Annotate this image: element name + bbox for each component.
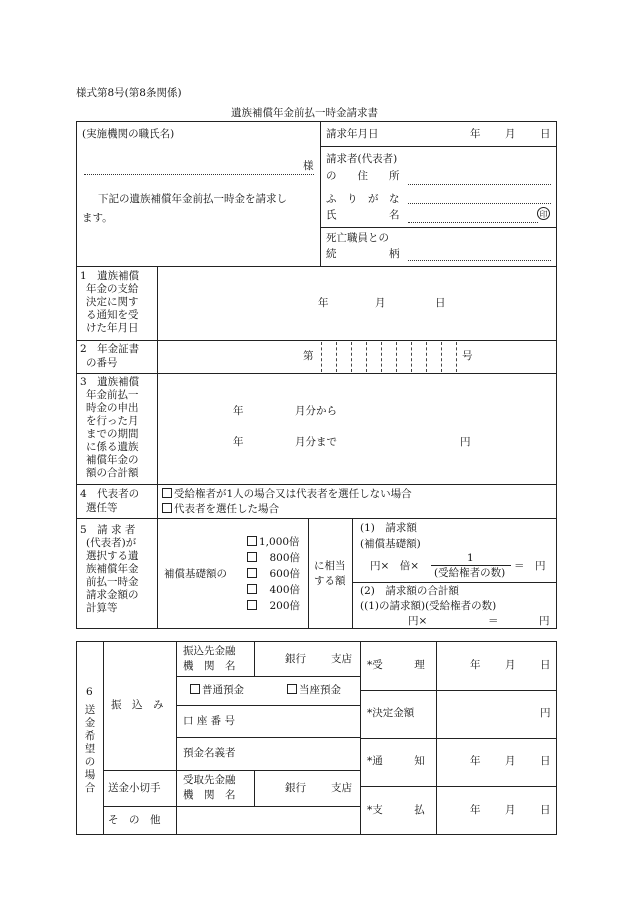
divider <box>320 146 557 147</box>
official-label: (実施機関の職氏名) <box>82 128 175 140</box>
digit-separator <box>351 342 352 372</box>
calc1-denominator: (受給権者の数) <box>434 567 506 579</box>
row2-label-1: 2 年金証書 <box>80 343 140 355</box>
checkbox[interactable] <box>247 584 257 594</box>
recv-branch-suffix: 支店 <box>331 782 352 794</box>
juri-year: 年 <box>470 659 481 671</box>
divider <box>103 770 360 771</box>
calc1-equals: ＝ 円 <box>514 560 546 572</box>
row2-label-2: の番号 <box>86 357 118 369</box>
digit-separator <box>381 342 382 372</box>
toza-option[interactable]: 当座預金 <box>287 684 341 697</box>
fraction-bar <box>431 565 511 566</box>
divider <box>76 266 557 267</box>
shiharai-month: 月 <box>505 804 516 816</box>
row3-to-year: 年 <box>233 436 244 448</box>
bank-suffix: 銀行 <box>285 653 306 665</box>
calc2-equals: ＝ <box>488 615 499 627</box>
shiharai-label: *支 払 <box>367 804 425 816</box>
request-text-2: ます。 <box>82 212 113 224</box>
row1-month: 月 <box>375 297 386 309</box>
bank-label-1: 振込先金融 <box>183 645 236 657</box>
multiplier-600[interactable]: 600倍 <box>247 568 300 581</box>
seal-mark: 印 <box>537 207 550 220</box>
vertical-char: 金 <box>84 717 96 729</box>
recv-bank-label-1: 受取先金融 <box>183 774 236 786</box>
row3-to-month: 月分まで <box>295 436 337 448</box>
divider <box>157 266 158 629</box>
official-name-line[interactable] <box>84 174 314 175</box>
shiharai-year: 年 <box>470 804 481 816</box>
vertical-char: の <box>84 756 96 768</box>
digit-separator <box>321 342 322 372</box>
digit-separator <box>336 342 337 372</box>
checkbox[interactable] <box>287 684 297 694</box>
name-label: 氏 名 <box>326 209 400 221</box>
juri-label: *受 理 <box>367 659 425 671</box>
divider <box>254 641 255 676</box>
date-day: 日 <box>540 128 551 140</box>
row5-base-label: 補償基礎額の <box>164 568 227 580</box>
vertical-char: 場 <box>84 769 96 781</box>
divider <box>320 121 321 266</box>
kettei-label: *決定金額 <box>367 707 415 719</box>
date-month: 月 <box>505 128 516 140</box>
furigana-line[interactable] <box>408 203 551 204</box>
tsuchi-label: *通 知 <box>367 755 425 767</box>
divider <box>352 582 557 583</box>
divider <box>176 705 360 706</box>
tsuchi-day: 日 <box>540 755 551 767</box>
bank-label-2: 機 関 名 <box>183 660 236 672</box>
account-number-label: 口 座 番 号 <box>183 715 236 727</box>
date-label: 請求年月日 <box>326 128 379 140</box>
multiplier-400[interactable]: 400倍 <box>247 584 300 597</box>
sonota-label: そ の 他 <box>108 814 161 826</box>
claimant-label-1: 請求者(代表者) <box>326 153 398 165</box>
row1-day: 日 <box>435 297 446 309</box>
juri-day: 日 <box>540 659 551 671</box>
date-year: 年 <box>470 128 481 140</box>
row4-option-single[interactable]: 受給権者が1人の場合又は代表者を選任しない場合 <box>162 488 412 501</box>
row3-from-month: 月分から <box>295 405 337 417</box>
multiplier-800[interactable]: 800倍 <box>247 552 300 565</box>
furigana-label: ふ り が な <box>326 193 400 205</box>
divider <box>254 770 255 806</box>
relation-label-1: 死亡職員との <box>326 232 389 244</box>
multiplier-200[interactable]: 200倍 <box>247 600 300 613</box>
calc2-formula: 円× <box>408 615 428 627</box>
row5-label: 5 請 求 者 (代表者)が 選択する遺 族補償年金 前払一時金 請求金額の 計算等 <box>80 524 139 614</box>
row3-from-year: 年 <box>233 405 244 417</box>
divider <box>360 690 557 691</box>
request-text-1: 下記の遺族補償年金前払一時金を請求し <box>98 193 287 205</box>
multiplier-1000[interactable]: 1,000倍 <box>247 536 300 549</box>
divider <box>176 737 360 738</box>
row5-equivalent-1: に相当 <box>314 560 346 572</box>
digit-separator <box>441 342 442 372</box>
divider <box>76 518 557 519</box>
name-line[interactable] <box>408 222 538 223</box>
checkbox[interactable] <box>247 552 257 562</box>
divider <box>176 676 360 677</box>
row3-yen: 円 <box>460 436 471 448</box>
divider <box>76 340 557 341</box>
holder-label: 預金名義者 <box>183 747 236 759</box>
vertical-char: 合 <box>84 782 96 794</box>
branch-suffix: 支店 <box>331 653 352 665</box>
divider <box>320 227 557 228</box>
calc1-formula: 円× 倍× <box>370 560 420 572</box>
divider <box>360 786 557 787</box>
section6-label <box>84 704 96 795</box>
checkbox[interactable] <box>162 503 172 513</box>
kogitte-label: 送金小切手 <box>108 782 161 794</box>
calc1-title: (1) 請求額 <box>360 522 417 534</box>
row4-label-2: 選任等 <box>86 502 118 514</box>
row5-equivalent-2: する額 <box>314 575 346 587</box>
tsuchi-month: 月 <box>505 755 516 767</box>
calc2-title: (2) 請求額の合計額 <box>360 585 459 597</box>
relation-line[interactable] <box>408 260 551 261</box>
vertical-char: 希 <box>84 730 96 742</box>
divider <box>308 518 309 629</box>
claimant-label-2: の 住 所 <box>326 170 400 182</box>
digit-separator <box>366 342 367 372</box>
calc1-sub: (補償基礎額) <box>360 538 421 550</box>
kettei-yen: 円 <box>540 707 551 719</box>
address-line[interactable] <box>408 184 551 185</box>
calc1-numerator: 1 <box>467 552 474 564</box>
row4-option-representative[interactable]: 代表者を選任した場合 <box>162 503 279 516</box>
relation-label-2: 続 柄 <box>326 248 400 260</box>
row2-go: 号 <box>462 350 473 362</box>
checkbox[interactable] <box>247 568 257 578</box>
row3-label: 3 遺族補償 年金前払一 時金の申出 を行った月 までの期間 に係る遺族 補償年金の 額の合計額 <box>80 376 140 479</box>
vertical-char: 送 <box>84 704 96 716</box>
checkbox[interactable] <box>247 536 257 546</box>
calc2-yen: 円 <box>539 615 550 627</box>
divider <box>76 484 557 485</box>
digit-separator <box>426 342 427 372</box>
divider <box>352 518 353 629</box>
divider <box>103 806 360 807</box>
tsuchi-year: 年 <box>470 755 481 767</box>
section6-number: 6 <box>86 686 93 698</box>
page-title: 遺族補償年金前払一時金請求書 <box>231 107 378 119</box>
futsu-option[interactable]: 普通預金 <box>190 684 244 697</box>
divider <box>76 373 557 374</box>
row2-dai: 第 <box>303 350 314 362</box>
row1-year: 年 <box>318 297 329 309</box>
juri-month: 月 <box>505 659 516 671</box>
vertical-char: 望 <box>84 743 96 755</box>
divider <box>360 738 557 739</box>
shiharai-day: 日 <box>540 804 551 816</box>
digit-separator <box>396 342 397 372</box>
form-number: 様式第8号(第8条関係) <box>76 87 182 99</box>
sama-label: 様 <box>303 160 314 172</box>
checkbox[interactable] <box>162 488 172 498</box>
row1-label: 1 遺族補償 年金の支給 決定に関す る通知を受 けた年月日 <box>80 270 140 334</box>
checkbox[interactable] <box>190 684 200 694</box>
digit-separator <box>456 342 457 372</box>
checkbox[interactable] <box>247 600 257 610</box>
recv-bank-suffix: 銀行 <box>285 782 306 794</box>
furikomi-label: 振 込 み <box>111 699 164 711</box>
recv-bank-label-2: 機 関 名 <box>183 789 236 801</box>
row4-label-1: 4 代表者の <box>80 488 140 500</box>
calc2-sub: ((1)の請求額)(受給権者の数) <box>360 600 497 612</box>
digit-separator <box>411 342 412 372</box>
